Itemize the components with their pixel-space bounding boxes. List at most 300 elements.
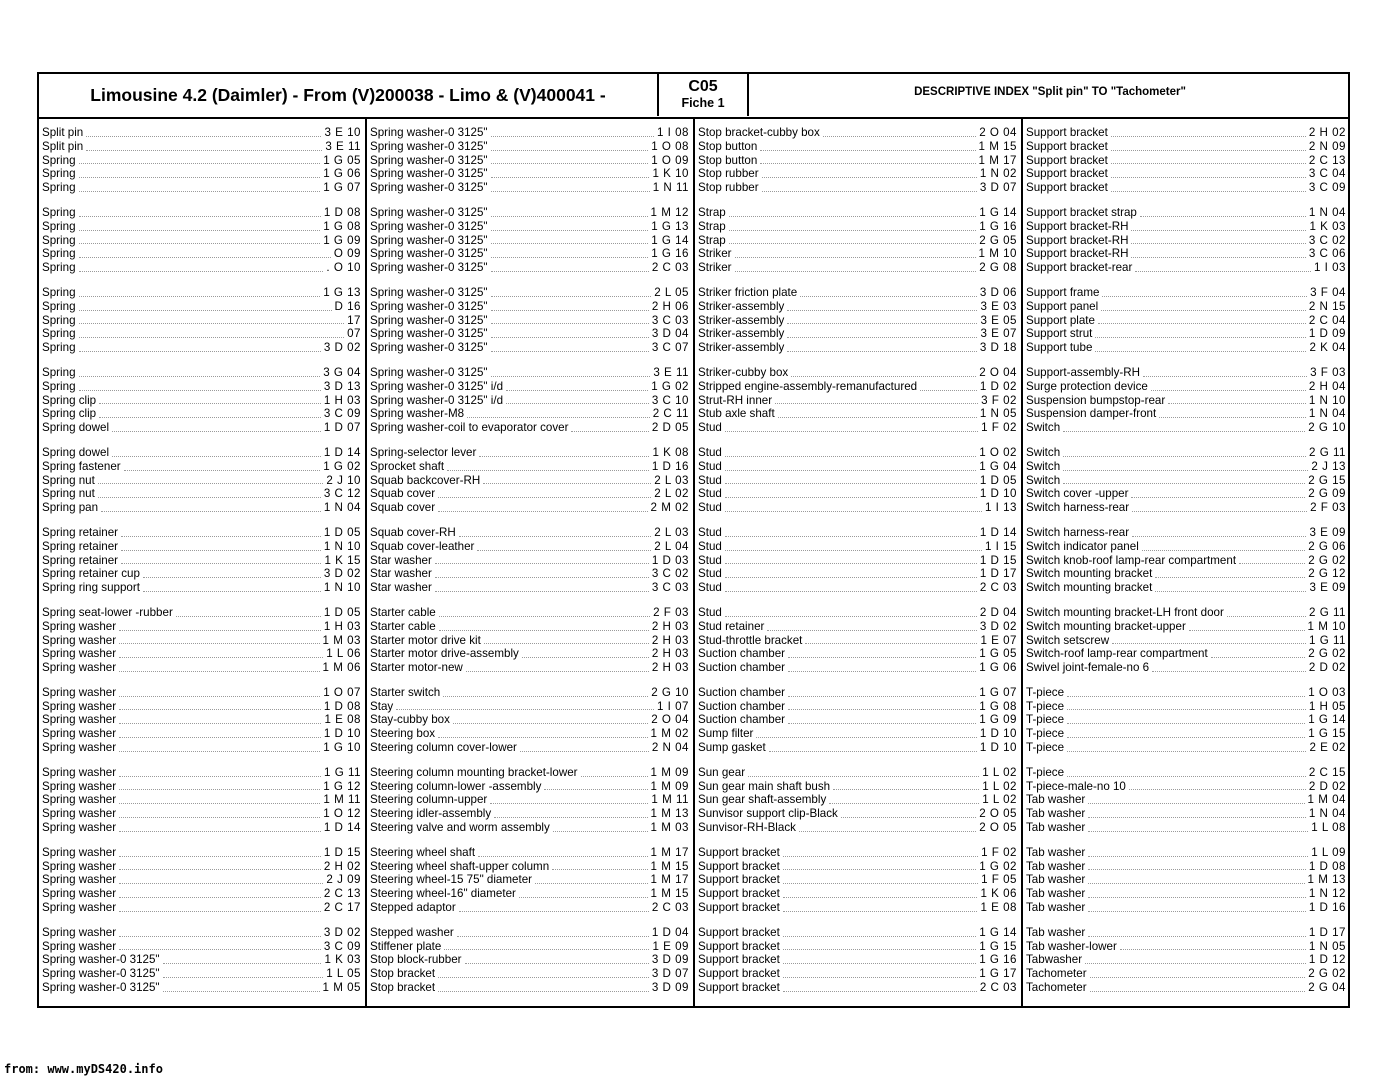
index-entry <box>695 873 1021 887</box>
part-name: Sun gear <box>698 765 746 779</box>
part-name: Star washer <box>370 553 432 567</box>
fiche-reference: 1 N 04 <box>1308 205 1346 219</box>
leader-dots <box>1132 511 1307 512</box>
index-entry <box>695 953 1021 967</box>
fiche-reference: 1 M 17 <box>650 873 689 887</box>
leader-dots <box>783 949 976 950</box>
part-name: Spring retainer cup <box>42 567 140 581</box>
fiche-reference: 1 M 05 <box>322 981 361 995</box>
index-entry <box>1023 581 1350 595</box>
fiche-reference: 1 M 06 <box>322 661 361 675</box>
leader-dots <box>101 511 321 512</box>
fiche-reference: 3 C 09 <box>323 407 361 421</box>
leader-dots <box>1112 643 1306 644</box>
part-name: Spring washer-0 3125" <box>370 153 488 167</box>
part-name: Switch mounting bracket <box>1026 581 1153 595</box>
index-entry <box>695 634 1021 648</box>
index-entry <box>1023 634 1350 648</box>
part-name: Switch-roof lamp-rear compartment <box>1026 647 1208 661</box>
part-name: Striker-assembly <box>698 341 785 355</box>
fiche-reference: 1 D 15 <box>979 553 1017 567</box>
index-entry <box>367 967 693 981</box>
fiche-reference: 2 M 02 <box>650 501 689 515</box>
part-name: Suction chamber <box>698 685 785 699</box>
leader-dots <box>1063 470 1308 471</box>
part-name: Steering wheel-16" diameter <box>370 887 516 901</box>
leader-dots <box>491 296 652 297</box>
part-name: Spring washer-0 3125" <box>370 313 488 327</box>
entry-group <box>367 926 693 995</box>
leader-dots <box>522 657 649 658</box>
part-name: Spring clip <box>42 393 97 407</box>
fiche-reference: 1 G 02 <box>979 859 1017 873</box>
part-name: Spring clip <box>42 407 97 421</box>
part-name: Spring washer <box>42 765 117 779</box>
leader-dots <box>788 709 976 710</box>
part-name: Star washer <box>370 581 432 595</box>
index-entry <box>695 300 1021 314</box>
index-entry <box>367 620 693 634</box>
index-entry <box>695 366 1021 380</box>
fiche-reference: 2 C 13 <box>1308 153 1346 167</box>
part-name: Switch mounting bracket-upper <box>1026 619 1186 633</box>
part-name: Sump filter <box>698 727 754 741</box>
entry-group <box>367 686 693 755</box>
index-entry <box>39 394 365 408</box>
leader-dots <box>1088 897 1306 898</box>
part-name: Surge protection device <box>1026 379 1148 393</box>
leader-dots <box>438 991 649 992</box>
part-name: Starter motor drive-assembly <box>370 647 519 661</box>
fiche-reference: 1 L 05 <box>326 967 361 981</box>
index-entry <box>367 554 693 568</box>
part-name: Spring washer-0 3125" <box>370 126 488 139</box>
index-entry <box>367 901 693 915</box>
fiche-reference: 1 N 04 <box>1308 807 1346 821</box>
index-entry <box>1023 286 1350 300</box>
part-name: Support bracket <box>698 887 780 901</box>
leader-dots <box>783 883 978 884</box>
index-entry <box>695 567 1021 581</box>
part-name: Strap <box>698 233 726 247</box>
part-name: Stud <box>698 539 722 553</box>
leader-dots <box>788 671 976 672</box>
part-name: Spring ring support <box>42 581 140 595</box>
part-name: Steering column cover-lower <box>370 741 517 755</box>
leader-dots <box>438 977 649 978</box>
fiche-reference: 1 D 07 <box>323 421 361 435</box>
fiche-reference: 2 O 04 <box>651 713 689 727</box>
index-entry <box>1023 206 1350 220</box>
leader-dots <box>459 536 651 537</box>
part-name: Stop rubber <box>698 167 759 181</box>
index-entry <box>695 501 1021 515</box>
index-entry <box>1023 407 1350 421</box>
fiche-reference: 1 D 17 <box>979 567 1017 581</box>
index-entry <box>39 314 365 328</box>
index-entry <box>39 234 365 248</box>
fiche-reference: 2 D 05 <box>651 421 689 435</box>
fiche-label: Fiche 1 <box>681 96 725 110</box>
index-entry <box>39 807 365 821</box>
part-name: Spring washer <box>42 647 117 661</box>
leader-dots <box>725 577 977 578</box>
fiche-reference: 2 H 06 <box>651 299 689 313</box>
leader-dots <box>725 431 978 432</box>
fiche-reference: 2 H 02 <box>323 859 361 873</box>
leader-dots <box>119 671 319 672</box>
entry-group <box>1023 366 1350 435</box>
entry-group <box>367 526 693 595</box>
fiche-reference: 2 L 02 <box>654 487 689 501</box>
leader-dots <box>86 150 322 151</box>
fiche-reference: 1 M 12 <box>650 205 689 219</box>
index-entry <box>367 261 693 275</box>
fiche-reference: 1 K 10 <box>652 167 689 181</box>
index-entry <box>367 421 693 435</box>
fiche-reference: 1 D 15 <box>323 845 361 859</box>
leader-dots <box>467 417 650 418</box>
fiche-reference: 1 E 07 <box>980 633 1017 647</box>
part-name: T-piece-male-no 10 <box>1026 779 1126 793</box>
part-name: Spring dowel <box>42 445 110 459</box>
entry-group <box>1023 926 1350 995</box>
part-name: Tab washer-lower <box>1026 939 1117 953</box>
leader-dots <box>79 310 332 311</box>
fiche-reference: 1 H 03 <box>323 393 361 407</box>
fiche-reference: 1 F 05 <box>981 873 1017 887</box>
leader-dots <box>443 696 648 697</box>
index-entry <box>39 181 365 195</box>
leader-dots <box>491 243 649 244</box>
index-entry <box>39 647 365 661</box>
entry-group <box>695 926 1021 995</box>
part-name: Strap <box>698 205 726 219</box>
part-name: Suspension bumpstop-rear <box>1026 393 1166 407</box>
part-name: Tachometer <box>1026 967 1087 981</box>
part-name: Striker <box>698 247 732 261</box>
fiche-reference: 1 G 11 <box>324 765 361 779</box>
leader-dots <box>519 897 648 898</box>
leader-dots <box>783 991 977 992</box>
index-entry <box>367 407 693 421</box>
fiche-reference: 1 M 09 <box>650 765 689 779</box>
fiche-reference: 1 M 15 <box>650 859 689 873</box>
fiche-reference: 1 O 09 <box>651 153 689 167</box>
part-name: T-piece <box>1026 699 1065 713</box>
entry-group <box>367 206 693 275</box>
leader-dots <box>1067 696 1305 697</box>
part-name: Spring washer-0 3125" <box>370 233 488 247</box>
part-name: Support bracket <box>1026 139 1108 153</box>
leader-dots <box>79 177 321 178</box>
index-entry <box>1023 606 1350 620</box>
index-entry <box>367 606 693 620</box>
fiche-reference: 1 G 16 <box>979 953 1017 967</box>
index-entry <box>39 446 365 460</box>
leader-dots <box>1102 296 1307 297</box>
index-entry <box>367 446 693 460</box>
index-entry <box>1023 501 1350 515</box>
entry-group <box>367 366 693 435</box>
index-entry <box>367 567 693 581</box>
leader-dots <box>491 163 649 164</box>
index-entry <box>39 567 365 581</box>
index-entry <box>367 846 693 860</box>
part-name: Spring washer <box>42 925 117 939</box>
index-entry <box>1023 846 1350 860</box>
leader-dots <box>477 550 651 551</box>
leader-dots <box>783 869 976 870</box>
leader-dots <box>1098 323 1306 324</box>
leader-dots <box>1189 630 1305 631</box>
index-entry <box>39 860 365 874</box>
index-entry <box>39 261 365 275</box>
fiche-reference: 1 N 05 <box>1308 939 1346 953</box>
index-entry <box>695 421 1021 435</box>
leader-dots <box>544 789 647 790</box>
part-name: Spring <box>42 181 76 195</box>
index-entry <box>39 661 365 675</box>
fiche-reference: 2 O 05 <box>979 821 1017 835</box>
part-name: Squab cover-RH <box>370 525 456 539</box>
index-entry <box>1023 887 1350 901</box>
entry-group <box>1023 286 1350 355</box>
entry-group <box>39 206 365 275</box>
fiche-reference: 2 L 04 <box>654 539 689 553</box>
index-entry <box>39 981 365 995</box>
index-entry <box>695 686 1021 700</box>
fiche-reference: 1 G 05 <box>979 647 1017 661</box>
index-entry <box>367 126 693 140</box>
index-entry <box>1023 953 1350 967</box>
entry-group <box>695 526 1021 595</box>
fiche-reference: 1 D 05 <box>323 525 361 539</box>
fiche-reference: 1 D 08 <box>323 699 361 713</box>
entry-group <box>1023 606 1350 675</box>
index-entry <box>367 780 693 794</box>
part-name: Stay <box>370 699 394 713</box>
fiche-reference: 1 G 17 <box>979 967 1017 981</box>
leader-dots <box>119 883 323 884</box>
leader-dots <box>1067 709 1306 710</box>
leader-dots <box>735 271 977 272</box>
leader-dots <box>1131 497 1305 498</box>
part-name: Support bracket-RH <box>1026 247 1129 261</box>
entry-group <box>695 766 1021 835</box>
index-entry <box>1023 446 1350 460</box>
leader-dots <box>119 657 323 658</box>
leader-dots <box>841 817 976 818</box>
index-entry <box>1023 713 1350 727</box>
fiche-reference: 2 D 04 <box>979 605 1017 619</box>
part-name: Support bracket <box>1026 167 1108 181</box>
leader-dots <box>438 511 647 512</box>
part-name: Spring <box>42 285 76 299</box>
index-entry <box>1023 421 1350 435</box>
part-name: Striker-assembly <box>698 299 785 313</box>
part-name: Steering column-lower -assembly <box>370 779 542 793</box>
fiche-reference: 1 M 13 <box>650 807 689 821</box>
fiche-reference: 1 H 05 <box>1308 699 1346 713</box>
fiche-reference: 2 H 04 <box>1308 379 1346 393</box>
index-entry <box>1023 234 1350 248</box>
index-entry <box>695 901 1021 915</box>
sheet-header <box>39 74 1348 119</box>
index-entry <box>367 741 693 755</box>
index-entry <box>39 247 365 261</box>
leader-dots <box>729 230 976 231</box>
leader-dots <box>163 991 320 992</box>
leader-dots <box>1067 776 1306 777</box>
part-name: Stud <box>698 421 722 435</box>
index-entry <box>695 460 1021 474</box>
fiche-reference: 1 G 02 <box>651 379 689 393</box>
fiche-reference: 1 M 10 <box>978 247 1017 261</box>
leader-dots <box>465 963 649 964</box>
leader-dots <box>1142 550 1305 551</box>
index-entry <box>39 940 365 954</box>
entry-group <box>695 446 1021 515</box>
part-name: Spring <box>42 327 76 341</box>
leader-dots <box>1143 376 1307 377</box>
fiche-reference: 1 D 09 <box>1308 327 1346 341</box>
part-name: Spring <box>42 153 76 167</box>
leader-dots <box>1227 616 1306 617</box>
index-entry <box>39 780 365 794</box>
fiche-reference: 1 M 02 <box>650 727 689 741</box>
fiche-reference: 2 C 04 <box>1308 313 1346 327</box>
index-entry <box>695 606 1021 620</box>
part-name: Support bracket <box>698 981 780 995</box>
fiche-reference: 1 I 08 <box>656 126 689 139</box>
index-entry <box>695 474 1021 488</box>
fiche-reference: 2 E 02 <box>1309 741 1346 755</box>
index-entry <box>39 540 365 554</box>
part-name: Steering column-upper <box>370 793 488 807</box>
part-name: Suspension damper-front <box>1026 407 1157 421</box>
entry-group <box>695 126 1021 195</box>
part-name: Spring pan <box>42 501 99 515</box>
fiche-reference: 2 C 03 <box>979 981 1017 995</box>
part-name: Support strut <box>1026 327 1093 341</box>
leader-dots <box>119 856 321 857</box>
part-name: Spring seat-lower -rubber <box>42 605 173 619</box>
leader-dots <box>1088 883 1304 884</box>
index-entry <box>367 661 693 675</box>
index-entry <box>1023 261 1350 275</box>
index-entry <box>39 526 365 540</box>
part-name: Striker friction plate <box>698 285 798 299</box>
fiche-reference: 1 D 10 <box>979 487 1017 501</box>
fiche-reference: 2 C 13 <box>323 887 361 901</box>
leader-dots <box>119 776 321 777</box>
part-name: Squab cover-leather <box>370 539 475 553</box>
leader-dots <box>783 977 976 978</box>
part-name: Support tube <box>1026 341 1093 355</box>
index-entry <box>39 873 365 887</box>
fiche-reference: 1 D 10 <box>979 727 1017 741</box>
leader-dots <box>439 616 650 617</box>
entry-group <box>1023 206 1350 275</box>
entry-group <box>695 206 1021 275</box>
fiche-reference: 1 M 03 <box>650 821 689 835</box>
leader-dots <box>79 296 321 297</box>
part-name: Swivel joint-female-no 6 <box>1026 661 1150 675</box>
leader-dots <box>787 310 977 311</box>
leader-dots <box>119 817 320 818</box>
leader-dots <box>491 323 649 324</box>
leader-dots <box>725 483 977 484</box>
fiche-reference: 3 D 09 <box>651 981 689 995</box>
leader-dots <box>833 789 979 790</box>
part-name: Suction chamber <box>698 699 785 713</box>
entry-group <box>1023 846 1350 915</box>
leader-dots <box>143 591 321 592</box>
leader-dots <box>143 577 321 578</box>
fiche-reference: 1 D 17 <box>1308 925 1346 939</box>
leader-dots <box>762 177 977 178</box>
part-name: Spring retainer <box>42 553 119 567</box>
part-name: Stud retainer <box>698 619 765 633</box>
index-entry <box>1023 793 1350 807</box>
leader-dots <box>1140 216 1306 217</box>
part-name: Spring washer-0 3125" <box>42 967 160 981</box>
index-entry <box>1023 394 1350 408</box>
fiche-reference: 1 D 14 <box>323 821 361 835</box>
index-entry <box>39 821 365 835</box>
fiche-reference: 1 D 14 <box>323 445 361 459</box>
fiche-reference: 1 D 16 <box>1308 901 1346 915</box>
leader-dots <box>1067 751 1306 752</box>
fiche-reference: 2 H 03 <box>651 633 689 647</box>
index-entry <box>39 953 365 967</box>
leader-dots <box>506 403 649 404</box>
index-entry <box>695 181 1021 195</box>
index-entry <box>1023 807 1350 821</box>
fiche-reference: 1 L 06 <box>326 647 361 661</box>
part-name: Support bracket <box>1026 126 1108 139</box>
fiche-reference: 3 D 07 <box>979 181 1017 195</box>
index-entry <box>367 887 693 901</box>
fiche-reference: 1 E 08 <box>980 901 1017 915</box>
part-name: T-piece <box>1026 713 1065 727</box>
leader-dots <box>119 869 321 870</box>
fiche-reference: 1 L 09 <box>1311 845 1346 859</box>
part-name: Strut-RH inner <box>698 393 773 407</box>
part-name: Support bracket <box>698 953 780 967</box>
leader-dots <box>1152 671 1306 672</box>
leader-dots <box>1132 536 1306 537</box>
fiche-reference: 1 G 12 <box>323 779 361 793</box>
leader-dots <box>760 150 975 151</box>
fiche-reference: 1 K 03 <box>1309 219 1346 233</box>
part-name: Spring <box>42 341 76 355</box>
index-entry <box>1023 327 1350 341</box>
index-entry <box>695 713 1021 727</box>
fiche-reference: 1 E 09 <box>652 939 689 953</box>
part-name: Steering wheel shaft <box>370 845 476 859</box>
index-entry <box>39 327 365 341</box>
index-entry <box>1023 526 1350 540</box>
part-name: Stub axle shaft <box>698 407 775 421</box>
part-name: Steering idler-assembly <box>370 807 492 821</box>
index-entry <box>695 167 1021 181</box>
index-column-2 <box>367 119 695 1006</box>
fiche-reference: 1 G 16 <box>979 219 1017 233</box>
part-name: Switch setscrew <box>1026 633 1110 647</box>
part-name: Starter switch <box>370 685 441 699</box>
